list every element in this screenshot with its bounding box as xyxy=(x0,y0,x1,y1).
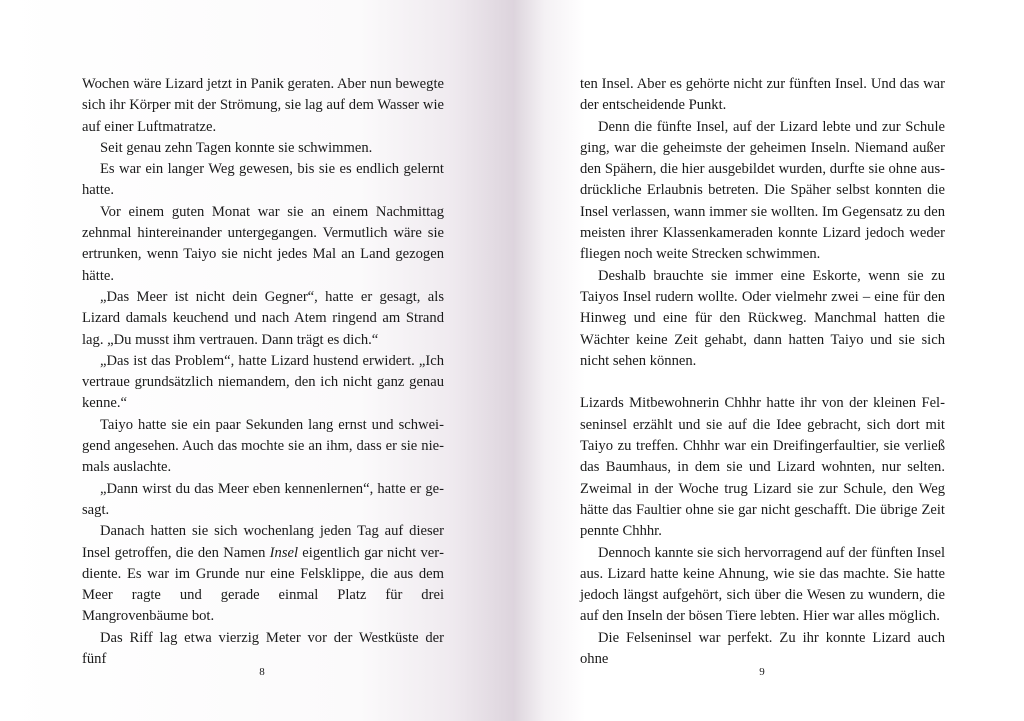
page-number: 9 xyxy=(759,666,765,678)
paragraph: Deshalb brauchte sie immer eine Eskorte, wenn sie zu Taiyos Insel rudern wollte. Oder vielmehr zwei – eine für den Hinweg und eine für den Rückweg. Manchmal hatten die Wächter keine Zeit gehabt, dann hatten Taiyo und sie sich nicht sehen können. xyxy=(580,267,945,369)
italic-word: Insel xyxy=(269,544,299,561)
paragraph: Die Felseninsel war perfekt. Zu ihr konnte Lizard auch ohne xyxy=(580,629,945,668)
paragraph: Dennoch kannte sie sich hervorragend auf der fünften Insel aus. Lizard hatte keine Ahnung, wie sie das machte. Sie hatte jedoch längst aufgehört, sich über die Wesen zu wundern, die auf den Inseln der bösen Tiere lebten. Hier war alles möglich. xyxy=(580,544,945,625)
paragraph: Seit genau zehn Tagen konnte sie schwimmen. xyxy=(100,139,373,156)
paragraph-text: eigentlich gar nicht verdiente. Es war im Grunde nur eine Felsklippe, die aus dem Meer ragte und gerade einmal Platz für drei Mangrovenbäume bot. xyxy=(82,544,444,625)
paragraph: „Das ist das Problem“, hatte Lizard hustend erwidert. „Ich vertraue grundsätzlich niemandem, den ich nicht ganz genau kenne.“ xyxy=(82,352,444,412)
paragraph: Wochen wäre Lizard jetzt in Panik geraten. Aber nun bewegte sich ihr Körper mit der Strömung, sie lag auf dem Wasser wie auf einer Luftmatratze. xyxy=(82,76,444,135)
right-page xyxy=(514,0,1024,721)
paragraph: Es war ein langer Weg gewesen, bis sie es endlich gelernt hatte. xyxy=(82,161,444,199)
paragraph-text: Danach hatten sie sich wochenlang jeden Tag auf dieser Insel getroffen, die den Namen xyxy=(82,523,444,561)
paragraph: Denn die fünfte Insel, auf der Lizard lebte und zur Schule ging, war die geheimste der geheimen Inseln. Niemand außer den Spähern, die hier ausgebildet wurden, durfte sie ohne ausdrückliche Erlaubnis betreten. Die Späher selbst konnten die Insel verlassen, wann immer sie wollten. Im Gegensatz zu den meisten ihrer Klassenkameraden konnte Lizard jedoch weder fliegen noch weite Strecken schwimmen. xyxy=(580,118,945,263)
paragraph: Taiyo hatte sie ein paar Sekunden lang ernst und schweigend angesehen. Auch das mochte sie an ihm, dass er sie niemals auslachte. xyxy=(82,416,444,476)
paragraph: Vor einem guten Monat war sie an einem Nachmittag zehnmal hintereinander untergegangen. Vermutlich wäre sie ertrunken, wenn Taiyo sie nicht jedes Mal an Land gezogen hätte. xyxy=(82,203,444,284)
paragraph: „Dann wirst du das Meer eben kennenlernen“, hatte er gesagt. xyxy=(82,480,444,518)
page-number: 8 xyxy=(259,666,265,678)
paragraph: „Das Meer ist nicht dein Gegner“, hatte er gesagt, als Lizard damals keuchend und nach Atem ringend am Strand lag. „Du musst ihm vertrauen. Dann trägt es dich.“ xyxy=(82,288,444,348)
paragraph: Das Riff lag etwa vierzig Meter vor der Westküste der fünf xyxy=(82,629,444,668)
paragraph: Lizards Mitbewohnerin Chhhr hatte ihr von der kleinen Felseninsel erzählt und sie auf die Idee gebracht, sich dort mit Taiyo zu treffen. Chhhr war ein Dreifingerfaultier, sie verließ das Baumhaus, in dem sie und Lizard wohnten, nur selten. Zweimal in der Woche trug Lizard sie zur Schule, den Weg hätte das Faultier ohne sie gar nicht geschafft. Die übrige Zeit pennte Chhhr. xyxy=(580,395,945,540)
right-page-text xyxy=(580,74,945,670)
paragraph xyxy=(82,521,444,627)
left-page-text xyxy=(82,74,444,670)
paragraph: ten Insel. Aber es gehörte nicht zur fünften Insel. Und das war der entscheidende Punkt. xyxy=(580,76,945,114)
